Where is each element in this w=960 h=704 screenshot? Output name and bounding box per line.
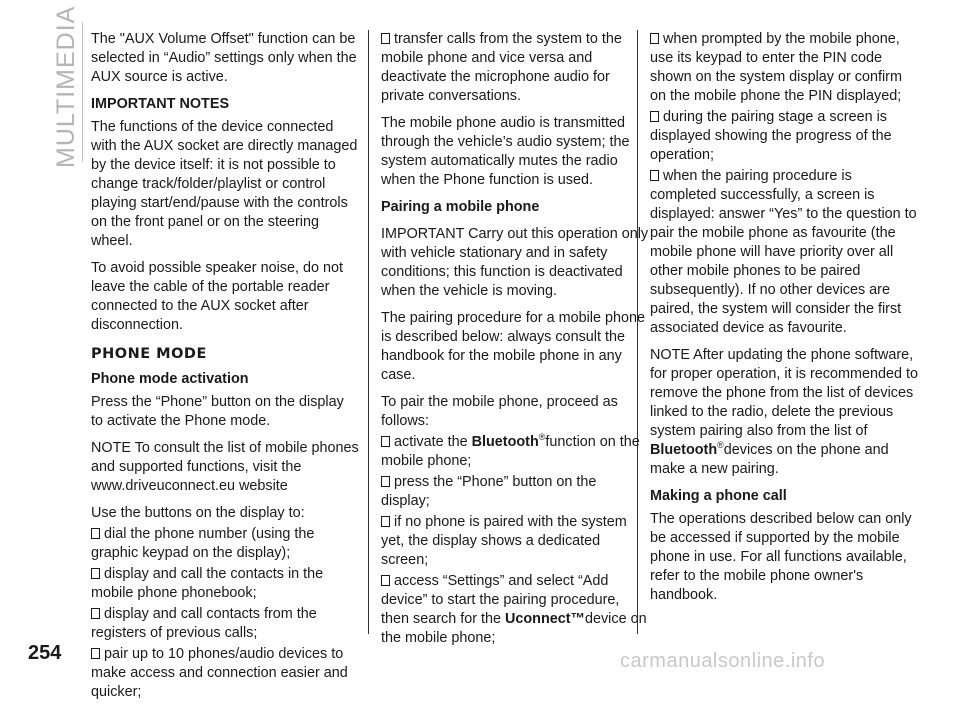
section-label: [52, 5, 80, 168]
list-item: dial the phone number (using the graphic keypad on the display);: [91, 526, 315, 561]
watermark: carmanualsonline.info: [620, 650, 826, 672]
aux-volume-paragraph: The "AUX Volume Offset" function can be selected in “Audio” settings only when the AUX source is active.: [91, 31, 357, 85]
note-update-paragraph: NOTE After updating the phone software, for proper operation, it is recommended to remove the phone from the list of devices linked to the radio, delete the previous system pairing also from the list of Bluetooth®devices on the phone and make a new pairing.: [650, 347, 918, 477]
checkbox-bullet-icon: [650, 33, 659, 44]
speaker-noise-paragraph: To avoid possible speaker noise, do not leave the cable of the portable reader connected to the AUX socket after disconnection.: [91, 260, 343, 333]
list-item: transfer calls from the system to the mobile phone and vice versa and deactivate the microphone audio for private conversations.: [381, 31, 622, 104]
list-item: when the pairing procedure is completed successfully, a screen is displayed: answer “Yes” to the question to pair the mobile phone as favourite (the mobile phone will have priority over all other mobile phones to be paired subsequently). If no other devices are paired, the system will consider the first associated device as favourite.: [650, 168, 917, 336]
list-item: if no phone is paired with the system yet, the display shows a dedicated screen;: [381, 514, 627, 568]
list-item: access “Settings” and select “Add device” to start the pairing procedure, then search for the Uconnect™device on the mobile phone;: [381, 573, 647, 646]
checkbox-bullet-icon: [381, 575, 390, 586]
checkbox-bullet-icon: [91, 648, 100, 659]
checkbox-bullet-icon: [650, 111, 659, 122]
page-number: 254: [28, 642, 62, 664]
aux-functions-paragraph: The functions of the device connected with the AUX socket are directly managed by the device itself: it is not possible to change track/folder/playlist or control playing start/end/pause with the controls on the front panel or on the steering wheel.: [91, 119, 358, 249]
checkbox-bullet-icon: [381, 516, 390, 527]
section-label-rule: [82, 22, 83, 162]
checkbox-bullet-icon: [381, 476, 390, 487]
important-stationary-paragraph: IMPORTANT Carry out this operation only with vehicle stationary and in safety conditions; this function is deactivated when the vehicle is moving.: [381, 226, 649, 299]
column-divider-1: [368, 30, 369, 634]
phone-mode-heading: PHONE MODE: [91, 346, 207, 362]
list-item: pair up to 10 phones/audio devices to make access and connection easier and quicker;: [91, 646, 348, 700]
pairing-procedure-paragraph: The pairing procedure for a mobile phone is described below: always consult the handbook for the mobile phone in any case.: [381, 310, 645, 383]
list-item: during the pairing stage a screen is displayed showing the progress of the operation;: [650, 109, 892, 163]
note-website-paragraph: NOTE To consult the list of mobile phones and supported functions, visit the www.driveuconnect.eu website: [91, 440, 359, 494]
list-item: press the “Phone” button on the display;: [381, 474, 597, 509]
operations-paragraph: The operations described below can only be accessed if supported by the mobile phone in use. For all functions available, refer to the mobile phone owner's handbook.: [650, 511, 912, 603]
list-item: activate the Bluetooth®function on the mobile phone;: [381, 432, 640, 469]
list-item: display and call contacts from the registers of previous calls;: [91, 606, 317, 641]
pairing-heading: Pairing a mobile phone: [381, 199, 540, 215]
column-1: [91, 30, 359, 704]
use-buttons-paragraph: Use the buttons on the display to:: [91, 505, 305, 521]
making-call-heading: Making a phone call: [650, 488, 787, 504]
checkbox-bullet-icon: [91, 528, 100, 539]
column-2: [381, 30, 649, 650]
bluetooth-brand: Bluetooth: [650, 442, 718, 458]
list-item: when prompted by the mobile phone, use its keypad to enter the PIN code shown on the system display or confirm on the mobile phone the PIN displayed;: [650, 31, 902, 104]
column-3: [650, 30, 918, 613]
checkbox-bullet-icon: [650, 170, 659, 181]
list-item: display and call the contacts in the mobile phone phonebook;: [91, 566, 324, 601]
section-label-text: MULTIMEDIA: [52, 5, 80, 168]
audio-transmitted-paragraph: The mobile phone audio is transmitted through the vehicle’s audio system; the system automatically mutes the radio when the Phone function is used.: [381, 115, 630, 188]
uconnect-brand: Uconnect™: [505, 611, 585, 627]
press-phone-paragraph: Press the “Phone” button on the display to activate the Phone mode.: [91, 394, 344, 429]
checkbox-bullet-icon: [91, 568, 100, 579]
checkbox-bullet-icon: [91, 608, 100, 619]
checkbox-bullet-icon: [381, 33, 390, 44]
important-notes-heading: IMPORTANT NOTES: [91, 96, 230, 112]
proceed-paragraph: To pair the mobile phone, proceed as follows:: [381, 394, 618, 429]
phone-activation-heading: Phone mode activation: [91, 371, 249, 387]
checkbox-bullet-icon: [381, 436, 390, 447]
bluetooth-brand: Bluetooth: [471, 434, 539, 450]
